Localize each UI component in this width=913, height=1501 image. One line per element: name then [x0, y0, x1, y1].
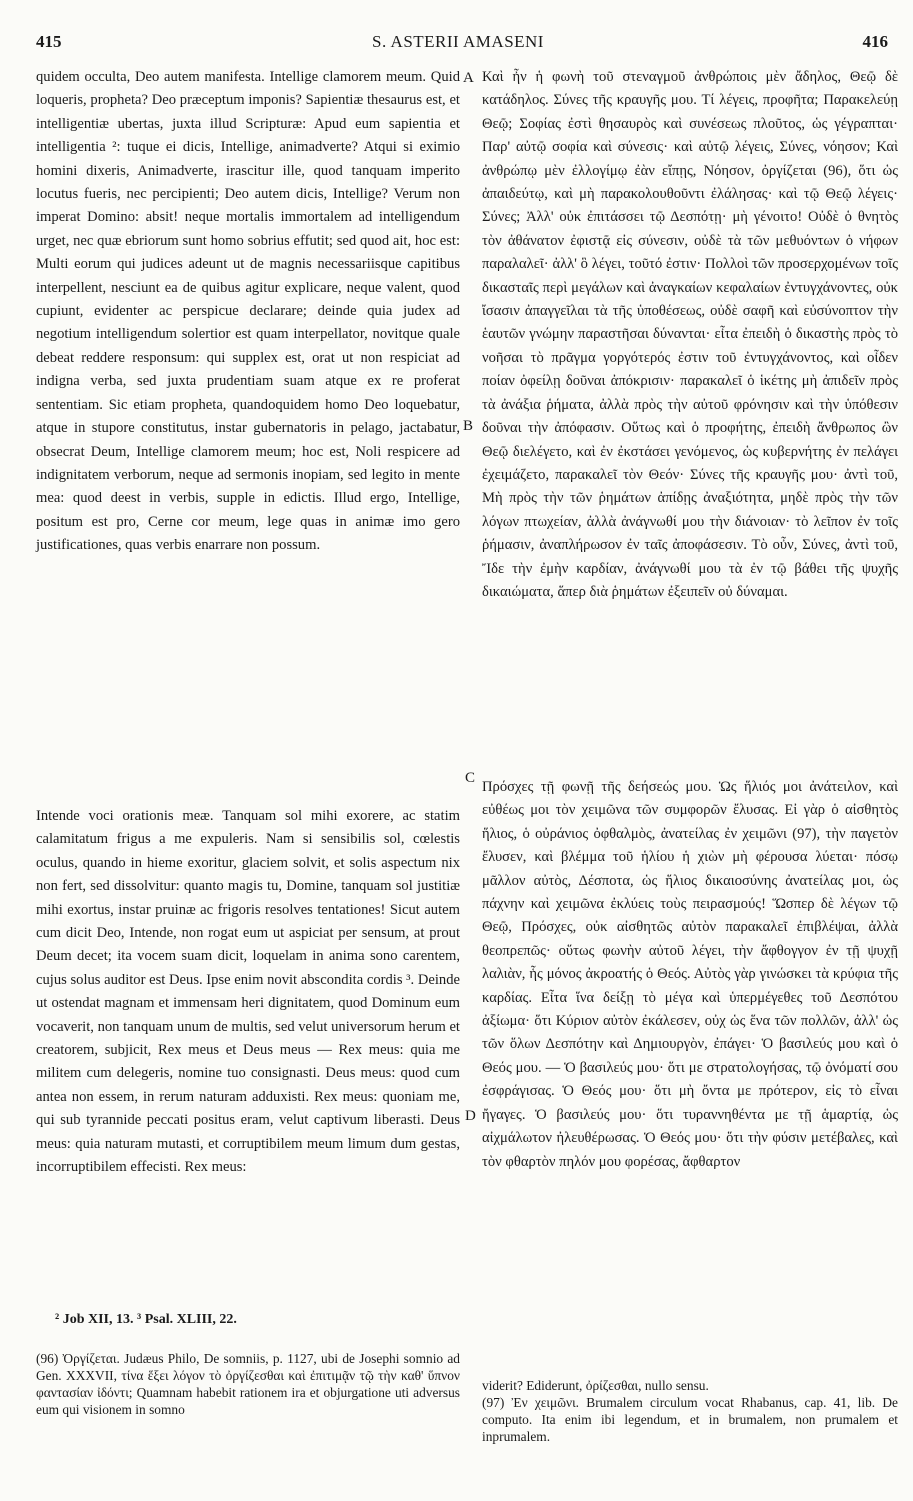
latin-column-main: [36, 66, 460, 558]
greek-column-second: [482, 776, 898, 1174]
greek-paragraph-2: Πρόσχες τῇ φωνῇ τῆς δεήσεώς μου. Ὡς ἥλιός μοι ἀνάτειλον, καὶ εὐθέως μοι τὸν χειμῶνα τῶν συμφορῶν ἔλυσας. Εἰ γὰρ ὁ αἰσθητὸς ἥλιος, ὁ οὐράνιος ὀφθαλμὸς, ἀνατείλας ἐν χειμῶνι (97), τὴν παγετὸν ἔλυσεν, καὶ βλέμμα τοῦ ἡλίου ἡ χιὼν μὴ φέρουσα λύεται· πόσῳ μᾶλλον αὐτὸς, Δέσποτα, ὡς ἥλιος δικαιοσύνης ἀνατείλας μοι, ὡς πάχνην καὶ χειμῶνα ἐκλύεις τοὺς πειρασμούς! Ὥσπερ δὲ λέγων τῷ Θεῷ, Πρόσχες, οὐκ αἰσθητῶς αὐτὸν παρακαλεῖ ἐπιβλέψαι, ἀλλὰ θεοπρεπῶς· οὕτως φωνὴν αὐτοῦ λέγει, τὴν ἄφθογγον ἐν τῇ ψυχῇ λαλιὰν, ἧς μόνος ἀκροατής ὁ Θεός. Αὐτὸς γὰρ γινώσκει τὰ κρύφια τῆς καρδίας. Εἶτα ἵνα δείξῃ τὸ μέγα καὶ ὑπερμέγεθες τοῦ Δεσπότου ἀξίωμα· ὅτι Κύριον αὐτὸν ἐκάλεσεν, οὐχ ὡς ἕνα τῶν πολλῶν, ἀλλ' ὡς τῶν ὅλων Δεσπότην καὶ Δημιουργὸν, ἐπάγει· Ὁ βασιλεύς μου καὶ ὁ Θεός μου. — Ὁ βασιλεύς μου· ὅτι με στρατολογήσας, τῷ ὀνόματί σου ἐσφράγισας. Ὁ Θεός μου· ὅτι μὴ ὄντα με πρότερον, εἰς τὸ εἶναι ἤγαγες. Ὁ βασιλεύς μου· ὅτι τυραννηθέντα με τῇ ἁμαρτίᾳ, ὡς αἰχμάλωτον ἠλευθέρωσας. Ὁ Θεός μου· ὅτι τὴν φύσιν μετέβαλες, καὶ τὸν φθαρτὸν πηλόν μου φορέσας, ἄφθαρτον: [482, 779, 898, 1170]
page-number-left: 415: [36, 32, 62, 51]
margin-marker-d: D: [465, 1108, 476, 1124]
margin-marker-b: B: [463, 418, 474, 434]
page-number-right: 416: [862, 32, 888, 51]
footnote-96-text: (96) Ὀργίζεται. Judæus Philo, De somniis, p. 1127, ubi de Josephi somnio ad Gen. XXXVII, τίνα ἕξει λόγον τὸ ὀργίζεσθαι καὶ ἐπιτιμᾷν τῷ τὴν καθ' ὕπνον φαντασίαν ἰδόντι; Quamnam habebit rationem ira et objurgatione uti adversus eum qui visionem in somno: [36, 1351, 460, 1417]
running-title: S. ASTERII AMASENI: [372, 32, 544, 51]
latin-column-second: [36, 805, 460, 1180]
footnote-96-continuation: viderit? Ediderunt, ὀρίζεσθαι, nullo sensu.: [482, 1378, 709, 1393]
margin-marker-c: C: [465, 770, 476, 786]
latin-paragraph-1: quidem occulta, Deo autem manifesta. Intellige clamorem meum. Quid loqueris, propheta? Deo præceptum imponis? Sapientiæ thesaurus est, et intelligentiæ ubertas, juxta illud Scripturæ: Apud eum sapientia et intelligentia ²: tuque ei dicis, Intellige, animadverte? Atqui si eximio homini dixeris, Animadverte, irascitur ille, quod tanquam imperito locutus fueris, nec percipienti; Deo autem dicis, Intellige? Verum non imperat Domino: absit! neque mortalis immortalem ad intelligendum urget, nec quæ ebriorum sunt homo sobrius effutit; sed quod ait, hoc est: Multi eorum qui judices adeunt ut de magnis necessariisque capitibus interpellent, nesciunt ea de quibus agitur explicare, neque valent, quod cupiunt, evidenter ac perspicue declarare; deinde quia judex ad negotium intelligendum solertior est quam interpellator, novitque quale debeat reddere responsum: qui supplex est, orat ut non respiciat ad indigna verba, sed juxta prudentiam suam atque ex re proferat sententiam. Sic etiam propheta, quandoquidem homo Deo loquebatur, atque in stupore constitutus, instar gubernatoris in pelago, jactabatur, obsecrat Deum, Intellige clamorem meum; hoc est, Noli respicere ad indignitatem verborum, neque ad sermonis inopiam, sed legito in mente mea: quod deest in verbis, supple in edictis. Illud ergo, Intellige, positum est pro, Cerne cor meum, lege quas in animæ imo gero justificationes, quas verbis enarrare non possum.: [36, 69, 460, 554]
latin-paragraph-2: Intende voci orationis meæ. Tanquam sol mihi exorere, ac statim calamitatum frigus a me expuleris. Nam si sensibilis sol, cœlestis oculus, quando in hieme exoritur, glaciem solvit, et solis aspectum nix non fert, sed dissolvitur: quanto magis tu, Domine, tanquam sol justitiæ mihi exortus, instar pruinæ ac frigoris resolves tentationes! Sicut autem cum dicit Deo, Intende, non rogat eum ut aspiciat per sensum, at prout Deum decet; ita vocem suam dicit, loquelam in anima sono carentem, cujus solus auditor est Deus. Ipse enim novit abscondita cordis ³. Deinde ut ostendat magnam et immensam heri dignitatem, quod Dominum eum vocaverit, non tanquam unum de multis, sed velut universorum herum et creatorem, subjicit, Rex meus et Deus meus — Rex meus: quia me militem cum delegeris, nomine tuo consignasti. Deus meus: quod cum antea non essem, in rerum naturam adduxisti. Rex meus: quoniam me, qui sub tyrannide peccati positus eram, velut captivum liberasti. Deus meus: quia naturam mutasti, et corruptibilem meum limum dum gestas, incorruptibilem effecisti. Rex meus:: [36, 808, 460, 1176]
scripture-references: ² Job XII, 13. ³ Psal. XLIII, 22.: [55, 1312, 237, 1327]
margin-marker-a: A: [463, 70, 474, 86]
footnote-97-text: (97) Ἐν χειμῶνι. Brumalem circulum vocat Rhabanus, cap. 41, lib. De computo. Ita enim ibi legendum, et in brumalem, non prumalem et inprumalem.: [482, 1395, 898, 1444]
greek-column-main: [482, 66, 898, 604]
footnotes-right: [482, 1377, 898, 1445]
page-header: [28, 32, 888, 56]
footnote-96: [36, 1350, 460, 1418]
greek-paragraph-1: Καὶ ἦν ἡ φωνὴ τοῦ στεναγμοῦ ἀνθρώποις μὲν ἄδηλος, Θεῷ δὲ κατάδηλος. Σύνες τῆς κραυγῆς μου. Τί λέγεις, προφῆτα; Παρακελεύῃ Θεῷ; Σοφίας ἐστὶ θησαυρὸς καὶ συνέσεως πλοῦτος, ὡς γέγραπται· Παρ' αὐτῷ σοφία καὶ σύνεσις· καὶ αὐτῷ λέγεις, Σύνες, νόησον; Καὶ ἀνθρώπῳ μὲν ἐλλογίμῳ ἐὰν εἴπῃς, Νόησον, ὀργίζεται (96), ὅτι ὡς ἀπαιδεύτῳ, καὶ μὴ παρακολουθοῦντι ἐλάλησας· καὶ τῷ Θεῷ λέγεις· Σύνες; Ἀλλ' οὐκ ἐπιτάσσει τῷ Δεσπότῃ· μὴ γένοιτο! Οὐδὲ ὁ θνητὸς τὸν ἀθάνατον ἐφιστᾷ εἰς σύνεσιν, οὐδὲ τὰ τῶν μεθυόντων ὁ νήφων παραλαλεῖ· ἀλλ' ὃ λέγει, τοῦτό ἐστιν· Πολλοὶ τῶν προσερχομένων τοῖς δικασταῖς περὶ μεγάλων καὶ ἀναγκαίων κεφαλαίων ἐντυγχάνοντες, οὐκ ἴσασιν ἀπαγγεῖλαι τὰ τῆς ὑποθέσεως, οὐδὲ σαφῆ καὶ εὐσύνοπτον τὴν ἑαυτῶν γνώμην παραστῆσαι δύνανται· εἶτα ἐπειδὴ ὁ δικαστὴς πρὸς τὸ νοῆσαι τὸ πρᾶγμα γοργότερός ἐστιν τοῦ ἐντυγχάνοντος, καὶ οἶδεν ποίαν ὀφείλῃ δοῦναι ἀπόκρισιν· παρακαλεῖ ὁ ἱκέτης μὴ ἀπιδεῖν πρὸς τὰ ἀνάξια ῥήματα, ἀλλὰ πρὸς τὴν αὐτοῦ φρόνησιν καὶ τὴν ὑπόθεσιν δοῦναι τὴν ἀπόφασιν. Οὕτως καὶ ὁ προφήτης, ἐπειδὴ ἄνθρωπος ὢν Θεῷ διελέγετο, καὶ ἐν ἐκστάσει γενόμενος, ὡς κυβερνήτης ἐν πελάγει ἐχειμάζετο, παρακαλεῖ τὸν Θεόν· Σύνες τῆς κραυγῆς μου· ἀντὶ τοῦ, Μὴ πρὸς τὴν τῶν ῥημάτων ἀπίδῃς ἀναξιότητα, μηδὲ πρὸς τὴν τῶν λόγων πτωχείαν, ἀλλὰ ἀνάγνωθί μου τὴν διάνοιαν· τὸ λεῖπον ἐν τοῖς ῥήμασιν, ἀναπλήρωσον ἐν ταῖς ἀποφάσεσιν. Τὸ οὖν, Σύνες, ἀντὶ τοῦ, Ἴδε τὴν ἐμὴν καρδίαν, ἀνάγνωθί μου τὰ ἐν τῷ βάθει τῆς ψυχῆς δικαιώματα, ἅπερ διὰ ῥημάτων ἐξειπεῖν οὐ δύναμαι.: [482, 69, 898, 600]
